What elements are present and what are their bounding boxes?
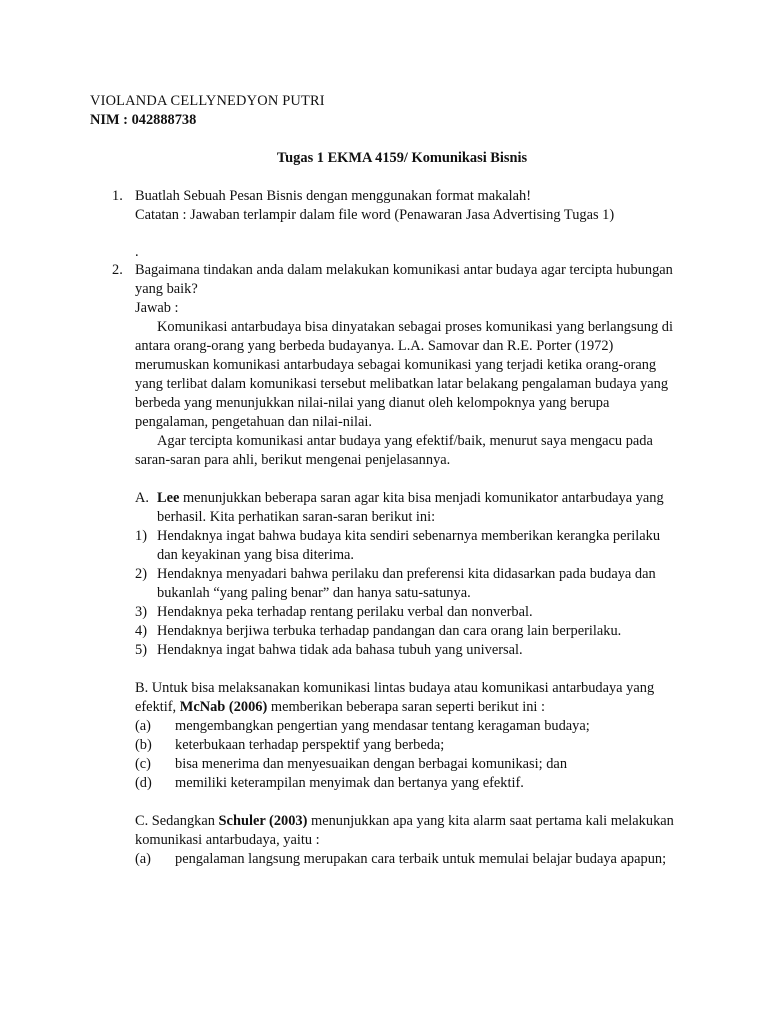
list-item-text: keterbukaan terhadap perspektif yang berbeda; <box>175 737 445 753</box>
stray-dot: . <box>135 244 139 260</box>
section-c-intro-pre: C. Sedangkan <box>135 813 219 829</box>
question-1-note: Catatan : Jawaban terlampir dalam file word (Penawaran Jasa Advertising Tugas 1) <box>135 207 615 223</box>
list-item-letter: (b) <box>135 737 152 753</box>
list-item <box>135 774 680 793</box>
question-1-text: Buatlah Sebuah Pesan Bisnis dengan menggunakan format makalah! <box>135 188 532 204</box>
list-item-letter: (c) <box>135 756 151 772</box>
list-item-text: Hendaknya menyadari bahwa perilaku dan preferensi kita didasarkan pada budaya dan bukanlah “yang paling benar” dan hanya satu-satunya. <box>157 566 656 601</box>
section-b-intro-post: memberikan beberapa saran seperti berikut ini : <box>267 699 545 715</box>
list-item <box>135 736 680 755</box>
list-item-text: pengalaman langsung merupakan cara terbaik untuk memulai belajar budaya apapun; <box>175 851 667 867</box>
student-name: VIOLANDA CELLYNEDYON PUTRI <box>90 93 325 109</box>
list-item <box>135 717 680 736</box>
question-1-number: 1. <box>112 188 123 204</box>
student-nim: NIM : 042888738 <box>90 112 197 128</box>
list-item-letter: (a) <box>135 851 151 867</box>
section-a-list <box>135 527 680 660</box>
question-2 <box>90 261 680 470</box>
question-1 <box>90 187 680 225</box>
section-b-list <box>135 717 680 793</box>
list-item-text: Hendaknya berjiwa terbuka terhadap pandangan dan cara orang lain berperilaku. <box>157 623 622 639</box>
list-item <box>135 641 680 660</box>
list-item-text: Hendaknya peka terhadap rentang perilaku verbal dan nonverbal. <box>157 604 533 620</box>
section-b-intro-pre: B. Untuk bisa melaksanakan komunikasi lintas budaya atau komunikasi antarbudaya yang efektif, <box>135 680 655 715</box>
list-item-number: 4) <box>135 623 147 639</box>
list-item-number: 1) <box>135 528 147 544</box>
list-item <box>135 622 680 641</box>
list-item <box>135 755 680 774</box>
question-2-text: Bagaimana tindakan anda dalam melakukan komunikasi antar budaya agar tercipta hubungan yang baik? <box>135 262 673 297</box>
section-b-author: McNab (2006) <box>179 699 268 715</box>
list-item <box>135 527 680 565</box>
list-item-text: Hendaknya ingat bahwa tidak ada bahasa tubuh yang universal. <box>157 642 523 658</box>
list-item <box>135 603 680 622</box>
list-item-text: mengembangkan pengertian yang mendasar tentang keragaman budaya; <box>175 718 590 734</box>
list-item-text: Hendaknya ingat bahwa budaya kita sendiri sebenarnya memberikan kerangka perilaku dan keyakinan yang bisa diterima. <box>157 528 661 563</box>
section-a-intro-text: menunjukkan beberapa saran agar kita bisa menjadi komunikator antarbudaya yang berhasil. Kita perhatikan saran-saran berikut ini: <box>157 490 664 525</box>
answer-paragraph-1: Komunikasi antarbudaya bisa dinyatakan sebagai proses komunikasi yang berlangsung di antara orang-orang yang berbeda budayanya. L.A. Samovar dan R.E. Porter (1972) merumuskan komunikasi antarbudaya sebagai komunikasi yang terjadi ketika orang-orang yang terlibat dalam komunikasi tersebut melibatkan latar belakang pengalaman budaya yang berbeda yang menunjukkan nilai-nilai yang dianut oleh kelompoknya yang berupa pengalaman, pengetahuan dan nilai-nilai. <box>135 319 673 430</box>
section-c-list <box>135 850 680 869</box>
section-a-label: A. <box>135 490 149 506</box>
list-item-number: 2) <box>135 566 147 582</box>
list-item-letter: (a) <box>135 718 151 734</box>
section-b-intro <box>135 679 680 717</box>
section-a-author: Lee <box>157 490 180 506</box>
assignment-title: Tugas 1 EKMA 4159/ Komunikasi Bisnis <box>276 150 528 166</box>
section-c-intro <box>135 812 680 850</box>
question-2-number: 2. <box>112 262 123 278</box>
answer-paragraph-2: Agar tercipta komunikasi antar budaya yang efektif/baik, menurut saya mengacu pada saran-saran para ahli, berikut mengenai penjelasannya. <box>135 433 653 468</box>
list-item-text: bisa menerima dan menyesuaikan dengan berbagai komunikasi; dan <box>175 756 568 772</box>
list-item-text: memiliki keterampilan menyimak dan bertanya yang efektif. <box>175 775 524 791</box>
list-item <box>135 850 680 869</box>
answer-label: Jawab : <box>135 300 179 316</box>
list-item-number: 5) <box>135 642 147 658</box>
section-c-intro-post: menunjukkan apa yang kita alarm saat pertama kali melakukan komunikasi antarbudaya, yaitu : <box>135 813 674 848</box>
list-item-letter: (d) <box>135 775 152 791</box>
section-a-intro <box>135 489 680 527</box>
list-item-number: 3) <box>135 604 147 620</box>
list-item <box>135 565 680 603</box>
section-c-author: Schuler (2003) <box>218 813 308 829</box>
